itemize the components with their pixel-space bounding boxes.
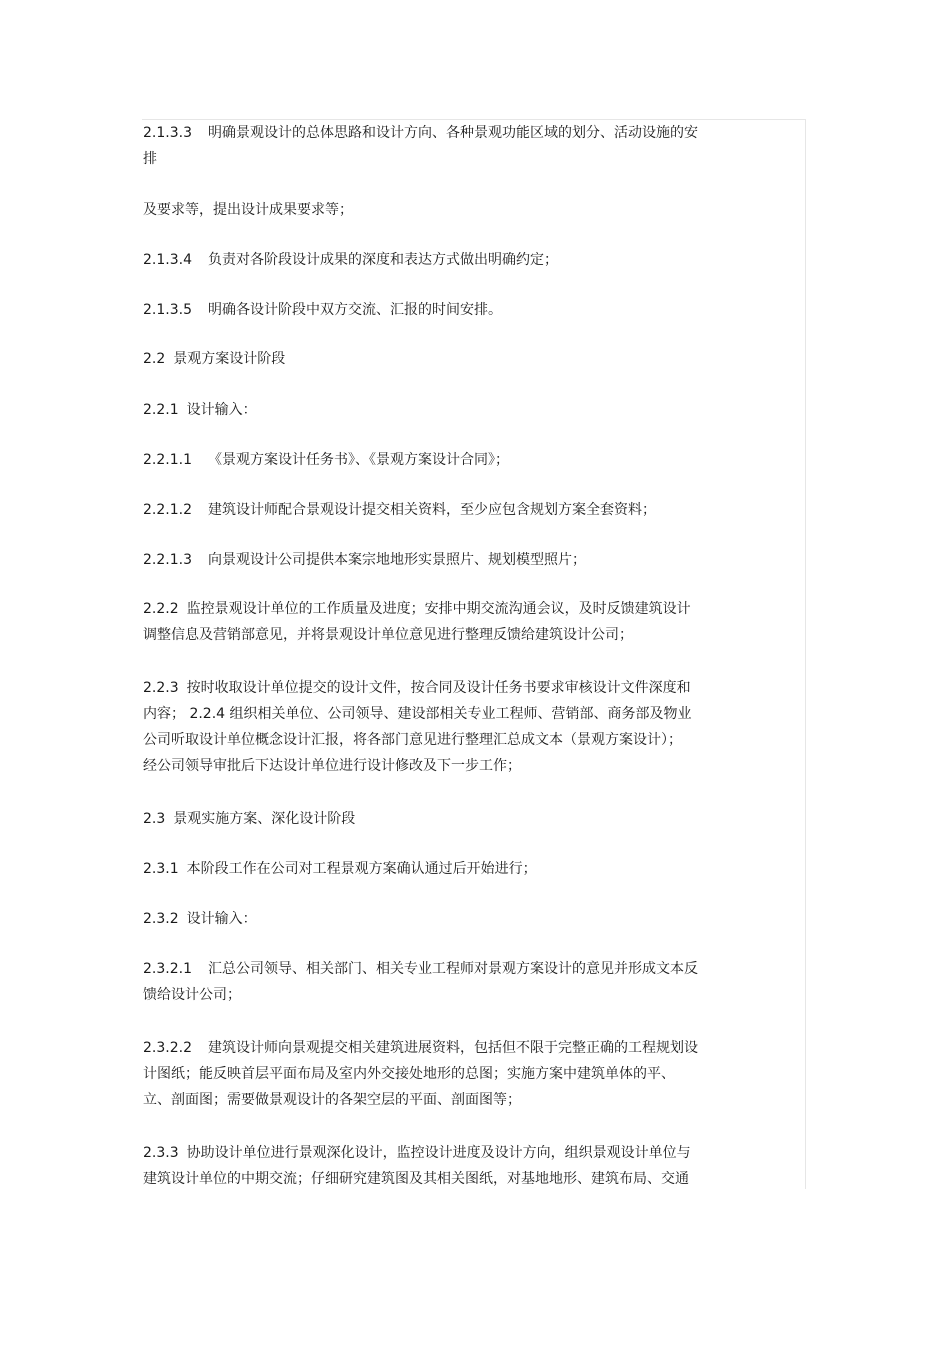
clause-text: 设计输入： xyxy=(186,911,257,927)
paragraph-line xyxy=(143,753,521,779)
clause-number: 2.2.1.2 xyxy=(143,502,192,518)
paragraph-line xyxy=(143,622,633,648)
clause-number: 2.3.2.2 xyxy=(143,1040,192,1056)
clause-number: 2.1.3.4 xyxy=(143,252,192,268)
clause-number: 2.2.1.1 xyxy=(143,452,192,468)
clause-number: 2.3.2 xyxy=(143,911,179,927)
clause-text: 调整信息及营销部意见，并将景观设计单位意见进行整理反馈给建筑设计公司； xyxy=(143,627,633,643)
paragraph-line xyxy=(143,247,558,273)
clause-text: 《景观方案设计任务书》、《景观方案设计合同》； xyxy=(207,452,509,468)
clause-text: 明确景观设计的总体思路和设计方向、各种景观功能区域的划分、活动设施的安 xyxy=(207,125,698,141)
paragraph-line xyxy=(143,675,691,701)
paragraph-line xyxy=(143,1166,689,1192)
paragraph-line xyxy=(143,1087,521,1113)
clause-text: 协助设计单位进行景观深化设计，监控设计进度及设计方向，组织景观设计单位与 xyxy=(186,1145,691,1161)
clause-text: 负责对各阶段设计成果的深度和表达方式做出明确约定； xyxy=(207,252,558,268)
clause-text: 馈给设计公司； xyxy=(143,987,241,1003)
clause-text: 按时收取设计单位提交的设计文件，按合同及设计任务书要求审核设计文件深度和 xyxy=(186,680,691,696)
paragraph-line xyxy=(143,982,241,1008)
clause-text: 监控景观设计单位的工作质量及进度；安排中期交流沟通会议，及时反馈建筑设计 xyxy=(186,601,691,617)
clause-text: 景观方案设计阶段 xyxy=(173,351,286,367)
paragraph-line xyxy=(143,1140,691,1166)
clause-text: 及要求等，提出设计成果要求等； xyxy=(143,202,353,218)
paragraph-line xyxy=(143,447,509,473)
clause-number: 2.2 xyxy=(143,351,166,367)
clause-number: 2.2.1 xyxy=(143,402,179,418)
clause-text: 汇总公司领导、相关部门、相关专业工程师对景观方案设计的意见并形成文本反 xyxy=(207,961,698,977)
section-heading xyxy=(143,806,355,832)
clause-number: 2.2.1.3 xyxy=(143,552,192,568)
paragraph-line xyxy=(143,197,353,223)
clause-text: 明确各设计阶段中双方交流、汇报的时间安排。 xyxy=(207,302,502,318)
clause-text: 立、剖面图；需要做景观设计的各架空层的平面、剖面图等； xyxy=(143,1092,521,1108)
paragraph-line xyxy=(143,547,586,573)
clause-number: 2.3.1 xyxy=(143,861,179,877)
paragraph-line xyxy=(143,1061,675,1087)
clause-number: 2.3.3 xyxy=(143,1145,179,1161)
clause-text: 计图纸；能反映首层平面布局及室内外交接处地形的总图；实施方案中建筑单体的平、 xyxy=(143,1066,675,1082)
clause-text: 设计输入： xyxy=(186,402,257,418)
clause-text: 建筑设计师配合景观设计提交相关资料，至少应包含规划方案全套资料； xyxy=(207,502,656,518)
clause-number: 2.1.3.5 xyxy=(143,302,192,318)
paragraph-line xyxy=(143,727,682,753)
clause-text: 排 xyxy=(143,151,157,167)
clause-text: 经公司领导审批后下达设计单位进行设计修改及下一步工作； xyxy=(143,758,521,774)
paragraph-line xyxy=(143,596,691,622)
clause-text: 建筑设计单位的中期交流；仔细研究建筑图及其相关图纸，对基地地形、建筑布局、交通 xyxy=(143,1171,689,1187)
paragraph-line xyxy=(143,497,656,523)
clause-number: 2.1.3.3 xyxy=(143,125,192,141)
clause-text: 向景观设计公司提供本案宗地地形实景照片、规划模型照片； xyxy=(207,552,586,568)
clause-number: 2.2.3 xyxy=(143,680,179,696)
paragraph-line xyxy=(143,297,502,323)
paragraph-line xyxy=(143,397,257,423)
section-heading xyxy=(143,346,285,372)
page-frame xyxy=(142,119,806,1189)
clause-number: 2.3 xyxy=(143,811,166,827)
clause-number: 2.3.2.1 xyxy=(143,961,192,977)
paragraph-line xyxy=(143,701,692,727)
clause-text: 公司听取设计单位概念设计汇报，将各部门意见进行整理汇总成文本（景观方案设计）； xyxy=(143,732,682,748)
clause-text: 建筑设计师向景观提交相关建筑进展资料，包括但不限于完整正确的工程规划设 xyxy=(207,1040,698,1056)
paragraph-line xyxy=(143,906,257,932)
paragraph-line xyxy=(143,1035,698,1061)
clause-number: 2.2.2 xyxy=(143,601,179,617)
paragraph-line xyxy=(143,856,537,882)
paragraph-line xyxy=(143,956,698,982)
paragraph-line xyxy=(143,146,157,172)
clause-text: 本阶段工作在公司对工程景观方案确认通过后开始进行； xyxy=(186,861,537,877)
clause-text: 景观实施方案、深化设计阶段 xyxy=(173,811,356,827)
paragraph-line xyxy=(143,120,698,146)
clause-text: 内容； 2.2.4 组织相关单位、公司领导、建设部相关专业工程师、营销部、商务部及物业 xyxy=(143,706,692,722)
